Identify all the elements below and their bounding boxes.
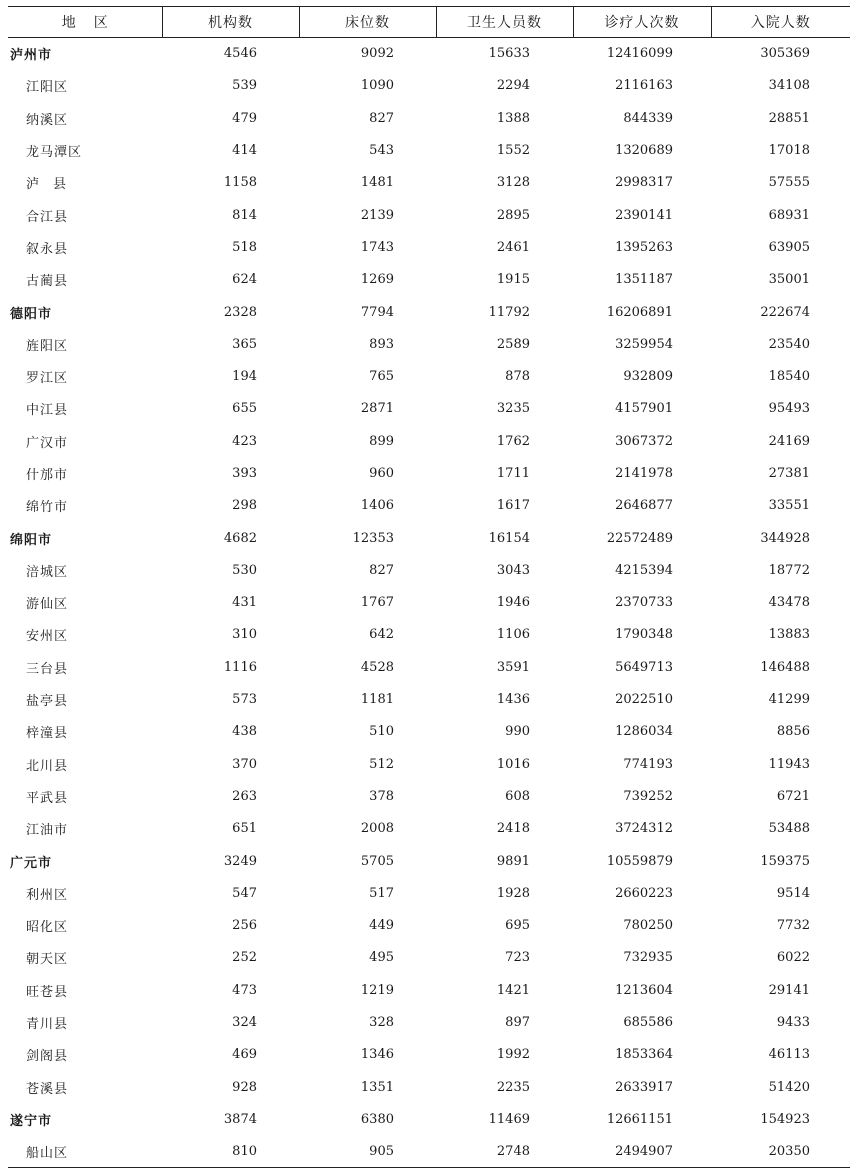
admissions-cell: 34108 — [768, 78, 810, 94]
region-name-cell: 青川县 — [26, 1017, 69, 1033]
admissions-cell: 9433 — [776, 1015, 810, 1031]
health-statistics-table — [8, 6, 850, 1168]
beds-cell: 1346 — [360, 1047, 394, 1063]
health-personnel-cell: 1915 — [496, 272, 530, 288]
visits-cell: 2116163 — [615, 78, 673, 94]
institutions-cell: 4682 — [223, 530, 257, 546]
beds-cell: 12353 — [352, 530, 394, 546]
table-body — [8, 38, 850, 1168]
institutions-cell: 365 — [232, 336, 257, 352]
visits-cell: 780250 — [623, 918, 673, 934]
county-row — [8, 1136, 850, 1168]
visits-cell: 2022510 — [615, 692, 673, 708]
visits-cell: 3259954 — [615, 336, 673, 352]
county-row — [8, 651, 850, 683]
region-name-cell: 船山区 — [8, 1136, 162, 1168]
beds-cell: 893 — [369, 336, 394, 352]
institutions-cell: 573 — [232, 692, 257, 708]
visits-cell: 932809 — [623, 369, 673, 385]
county-row — [8, 813, 850, 845]
county-row — [8, 587, 850, 619]
county-row — [8, 490, 850, 522]
city-row — [8, 296, 850, 328]
region-name-cell: 剑阁县 — [26, 1049, 69, 1065]
region-name-cell: 绵阳市 — [10, 532, 53, 548]
admissions-cell: 6721 — [776, 788, 810, 804]
visits-cell: 2633917 — [615, 1079, 673, 1095]
health-personnel-cell: 2235 — [496, 1079, 530, 1095]
admissions-cell: 18540 — [768, 369, 810, 385]
beds-cell: 510 — [369, 724, 394, 740]
visits-cell: 685586 — [623, 1015, 673, 1031]
visits-cell: 12661151 — [606, 1111, 673, 1127]
institutions-cell: 194 — [232, 369, 257, 385]
institutions-cell: 530 — [232, 562, 257, 578]
beds-cell: 378 — [369, 788, 394, 804]
institutions-cell: 414 — [232, 143, 257, 159]
county-row — [8, 910, 850, 942]
visits-cell: 10559879 — [606, 853, 673, 869]
admissions-cell: 53488 — [768, 821, 810, 837]
city-row — [8, 1103, 850, 1135]
institutions-cell: 4546 — [223, 46, 257, 62]
beds-cell: 449 — [369, 918, 394, 934]
visits-cell: 1320689 — [615, 143, 673, 159]
region-name-cell: 遂宁市 — [10, 1113, 53, 1129]
county-row — [8, 393, 850, 425]
health-personnel-cell: 1617 — [496, 498, 530, 514]
health-personnel-cell: 1436 — [496, 692, 530, 708]
admissions-cell: 95493 — [768, 401, 810, 417]
beds-cell: 1181 — [360, 692, 394, 708]
admissions-cell: 6022 — [776, 950, 810, 966]
institutions-cell: 324 — [232, 1015, 257, 1031]
visits-cell: 16206891 — [606, 304, 673, 320]
county-row — [8, 134, 850, 166]
admissions-cell: 7732 — [776, 918, 810, 934]
beds-cell: 899 — [369, 433, 394, 449]
institutions-cell: 624 — [232, 272, 257, 288]
region-name-cell: 利州区 — [26, 887, 69, 903]
institutions-cell: 1158 — [223, 175, 257, 191]
region-name-cell: 梓潼县 — [26, 726, 69, 742]
beds-cell: 642 — [369, 627, 394, 643]
admissions-cell: 51420 — [768, 1079, 810, 1095]
beds-cell: 517 — [369, 885, 394, 901]
institutions-cell: 423 — [232, 433, 257, 449]
visits-cell: 844339 — [623, 110, 673, 126]
county-row — [8, 231, 850, 263]
admissions-cell: 35001 — [768, 272, 810, 288]
region-name-cell: 涪城区 — [26, 564, 69, 580]
beds-cell: 1351 — [360, 1079, 394, 1095]
admissions-cell: 29141 — [768, 982, 810, 998]
visits-cell: 774193 — [623, 756, 673, 772]
health-personnel-cell: 695 — [505, 918, 530, 934]
health-personnel-cell: 9891 — [496, 853, 530, 869]
health-personnel-cell: 1711 — [496, 466, 530, 481]
institutions-cell: 298 — [232, 498, 257, 514]
column-header-health-personnel: 卫生人员数 — [436, 7, 573, 38]
institutions-cell: 928 — [232, 1079, 257, 1095]
county-row — [8, 974, 850, 1006]
institutions-cell: 256 — [232, 918, 257, 934]
admissions-cell: 28851 — [768, 110, 810, 126]
visits-cell: 2370733 — [615, 595, 673, 611]
county-row — [8, 748, 850, 780]
visits-cell: 2646877 — [615, 498, 673, 514]
health-personnel-cell: 15633 — [488, 46, 530, 62]
health-personnel-cell: 1106 — [496, 627, 530, 643]
region-name-cell: 旌阳区 — [26, 338, 69, 354]
visits-cell: 4215394 — [615, 562, 673, 578]
column-header-visits: 诊疗人次数 — [573, 7, 711, 38]
health-personnel-cell: 3128 — [496, 175, 530, 191]
institutions-cell: 431 — [232, 595, 257, 611]
region-name-cell: 安州区 — [26, 629, 69, 645]
column-header-institutions: 机构数 — [162, 7, 299, 38]
admissions-cell: 57555 — [768, 175, 810, 191]
city-row — [8, 845, 850, 877]
county-row — [8, 328, 850, 360]
region-name-cell: 德阳市 — [10, 306, 53, 322]
admissions-cell: 17018 — [768, 143, 810, 159]
beds-cell: 2008 — [360, 821, 394, 837]
institutions-cell: 438 — [232, 724, 257, 740]
visits-cell: 1351187 — [615, 272, 673, 288]
column-header-admissions: 入院人数 — [711, 7, 850, 38]
institutions-cell: 1116 — [223, 659, 257, 675]
admissions-cell: 146488 — [760, 659, 810, 675]
visits-cell: 4157901 — [615, 401, 673, 417]
beds-cell: 827 — [369, 110, 394, 126]
admissions-cell: 222674 — [760, 304, 810, 320]
county-row — [8, 1006, 850, 1038]
admissions-cell: 43478 — [768, 595, 810, 611]
beds-cell: 827 — [369, 562, 394, 578]
institutions-cell: 3249 — [223, 853, 257, 869]
beds-cell: 6380 — [360, 1111, 394, 1127]
health-personnel-cell: 11792 — [488, 304, 530, 320]
county-row — [8, 457, 850, 489]
health-personnel-cell: 3043 — [496, 562, 530, 578]
beds-cell: 960 — [369, 466, 394, 481]
beds-cell: 1269 — [360, 272, 394, 288]
institutions-cell: 547 — [232, 885, 257, 901]
county-row — [8, 1071, 850, 1103]
visits-cell: 1286034 — [615, 724, 673, 740]
county-row — [8, 70, 850, 102]
institutions-cell: 3874 — [223, 1111, 257, 1127]
health-personnel-cell: 1421 — [496, 982, 530, 998]
institutions-cell: 469 — [232, 1047, 257, 1063]
health-personnel-cell: 1552 — [496, 143, 530, 159]
admissions-cell: 11943 — [768, 756, 810, 772]
region-name-cell: 江阳区 — [26, 80, 69, 96]
region-name-cell: 中江县 — [26, 403, 69, 419]
region-name-cell: 北川县 — [26, 758, 69, 774]
county-row — [8, 554, 850, 586]
health-personnel-cell: 1928 — [496, 885, 530, 901]
admissions-cell: 24169 — [768, 433, 810, 449]
beds-cell: 905 — [299, 1136, 436, 1168]
beds-cell: 1406 — [360, 498, 394, 514]
institutions-cell: 539 — [232, 78, 257, 94]
beds-cell: 2871 — [360, 401, 394, 417]
admissions-cell: 344928 — [760, 530, 810, 546]
region-name-cell: 朝天区 — [26, 952, 69, 968]
institutions-cell: 473 — [232, 982, 257, 998]
admissions-cell: 41299 — [768, 692, 810, 708]
beds-cell: 765 — [369, 369, 394, 385]
visits-cell: 2390141 — [615, 207, 673, 223]
visits-cell: 2494907 — [573, 1136, 711, 1168]
health-personnel-cell: 1762 — [496, 433, 530, 449]
county-row — [8, 102, 850, 134]
health-personnel-cell: 897 — [505, 1015, 530, 1031]
visits-cell: 2660223 — [615, 885, 673, 901]
county-row — [8, 425, 850, 457]
visits-cell: 2998317 — [615, 175, 673, 191]
region-name-cell: 什邡市 — [26, 468, 69, 483]
region-name-cell: 古蔺县 — [26, 274, 69, 290]
beds-cell: 543 — [369, 143, 394, 159]
admissions-cell: 8856 — [776, 724, 810, 740]
region-name-cell: 游仙区 — [26, 597, 69, 613]
health-personnel-cell: 878 — [505, 369, 530, 385]
health-personnel-cell: 16154 — [488, 530, 530, 546]
health-personnel-cell: 1946 — [496, 595, 530, 611]
beds-cell: 495 — [369, 950, 394, 966]
visits-cell: 1395263 — [615, 239, 673, 255]
institutions-cell: 2328 — [223, 304, 257, 320]
admissions-cell: 20350 — [711, 1136, 850, 1168]
region-name-cell: 昭化区 — [26, 920, 69, 936]
county-row — [8, 1039, 850, 1071]
institutions-cell: 263 — [232, 788, 257, 804]
health-personnel-cell: 11469 — [488, 1111, 530, 1127]
column-header-region: 地区 — [8, 7, 162, 38]
health-personnel-cell: 1388 — [496, 110, 530, 126]
institutions-cell: 393 — [232, 466, 257, 481]
statistics-sheet — [8, 6, 850, 1168]
admissions-cell: 159375 — [760, 853, 810, 869]
visits-cell: 739252 — [623, 788, 673, 804]
admissions-cell: 27381 — [768, 466, 810, 481]
health-personnel-cell: 2294 — [496, 78, 530, 94]
visits-cell: 1853364 — [615, 1047, 673, 1063]
institutions-cell: 651 — [232, 821, 257, 837]
health-personnel-cell: 3235 — [496, 401, 530, 417]
beds-cell: 328 — [369, 1015, 394, 1031]
region-name-cell: 江油市 — [26, 823, 69, 839]
admissions-cell: 63905 — [768, 239, 810, 255]
county-row — [8, 780, 850, 812]
admissions-cell: 18772 — [768, 562, 810, 578]
admissions-cell: 305369 — [760, 46, 810, 62]
region-name-cell: 罗江区 — [26, 371, 69, 387]
region-name-cell: 苍溪县 — [26, 1081, 69, 1097]
admissions-cell: 9514 — [776, 885, 810, 901]
beds-cell: 7794 — [360, 304, 394, 320]
county-row — [8, 264, 850, 296]
region-name-cell: 泸县 — [26, 177, 81, 193]
health-personnel-cell: 2895 — [496, 207, 530, 223]
beds-cell: 4528 — [360, 659, 394, 675]
county-row — [8, 877, 850, 909]
admissions-cell: 23540 — [768, 336, 810, 352]
region-name-cell: 叙永县 — [26, 241, 69, 257]
institutions-cell: 655 — [232, 401, 257, 417]
visits-cell: 3724312 — [615, 821, 673, 837]
admissions-cell: 46113 — [768, 1047, 810, 1063]
institutions-cell: 518 — [232, 239, 257, 255]
visits-cell: 1790348 — [615, 627, 673, 643]
column-header-beds: 床位数 — [299, 7, 436, 38]
region-name-cell: 盐亭县 — [26, 694, 69, 710]
institutions-cell: 814 — [232, 207, 257, 223]
county-row — [8, 360, 850, 392]
region-name-cell: 合江县 — [26, 209, 69, 225]
county-row — [8, 716, 850, 748]
health-personnel-cell: 1992 — [496, 1047, 530, 1063]
table-header — [8, 7, 850, 38]
institutions-cell: 810 — [162, 1136, 299, 1168]
admissions-cell: 68931 — [768, 207, 810, 223]
institutions-cell: 370 — [232, 756, 257, 772]
header-row — [8, 7, 850, 38]
beds-cell: 1743 — [360, 239, 394, 255]
city-row — [8, 38, 850, 70]
beds-cell: 1090 — [360, 78, 394, 94]
health-personnel-cell: 2748 — [436, 1136, 573, 1168]
institutions-cell: 310 — [232, 627, 257, 643]
region-name-cell: 广元市 — [10, 855, 53, 871]
visits-cell: 22572489 — [606, 530, 673, 546]
health-personnel-cell: 2589 — [496, 336, 530, 352]
health-personnel-cell: 723 — [505, 950, 530, 966]
region-name-cell: 纳溪区 — [26, 112, 69, 128]
visits-cell: 2141978 — [615, 466, 673, 481]
beds-cell: 512 — [369, 756, 394, 772]
visits-cell: 12416099 — [606, 46, 673, 62]
admissions-cell: 33551 — [768, 498, 810, 514]
admissions-cell: 154923 — [760, 1111, 810, 1127]
region-name-cell: 泸州市 — [10, 48, 53, 64]
visits-cell: 5649713 — [615, 659, 673, 675]
county-row — [8, 942, 850, 974]
beds-cell: 9092 — [360, 46, 394, 62]
visits-cell: 3067372 — [615, 433, 673, 449]
region-name-cell: 旺苍县 — [26, 984, 69, 1000]
county-row — [8, 619, 850, 651]
health-personnel-cell: 608 — [505, 788, 530, 804]
beds-cell: 1767 — [360, 595, 394, 611]
beds-cell: 2139 — [360, 207, 394, 223]
region-name-cell: 三台县 — [26, 661, 69, 677]
county-row — [8, 199, 850, 231]
beds-cell: 5705 — [360, 853, 394, 869]
county-row — [8, 683, 850, 715]
beds-cell: 1219 — [360, 982, 394, 998]
city-row — [8, 522, 850, 554]
region-name-cell: 绵竹市 — [26, 500, 69, 516]
region-name-cell: 龙马潭区 — [26, 145, 83, 161]
health-personnel-cell: 3591 — [496, 659, 530, 675]
institutions-cell: 479 — [232, 110, 257, 126]
admissions-cell: 13883 — [768, 627, 810, 643]
health-personnel-cell: 990 — [505, 724, 530, 740]
health-personnel-cell: 2461 — [496, 239, 530, 255]
beds-cell: 1481 — [360, 175, 394, 191]
health-personnel-cell: 1016 — [496, 756, 530, 772]
visits-cell: 1213604 — [615, 982, 673, 998]
health-personnel-cell: 2418 — [496, 821, 530, 837]
region-name-cell: 平武县 — [26, 790, 69, 806]
institutions-cell: 252 — [232, 950, 257, 966]
county-row — [8, 167, 850, 199]
visits-cell: 732935 — [623, 950, 673, 966]
region-name-cell: 广汉市 — [26, 435, 69, 451]
